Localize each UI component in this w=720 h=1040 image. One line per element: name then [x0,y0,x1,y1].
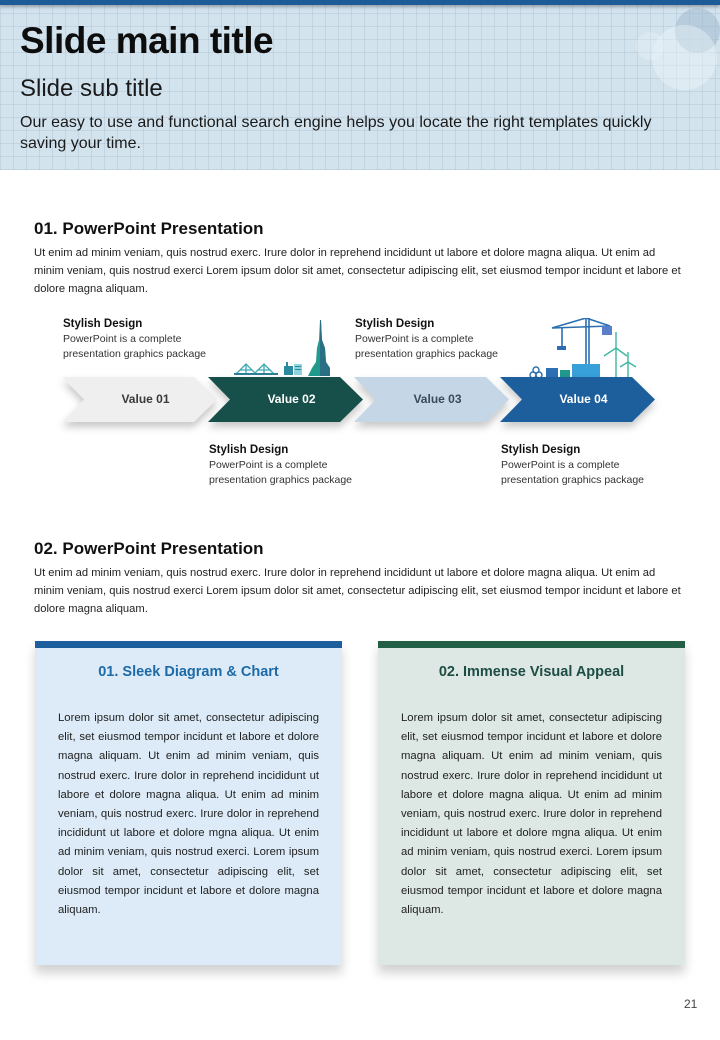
caption-title: Stylish Design [63,318,143,330]
step-label: Value 04 [559,392,608,406]
slide-header [0,0,720,170]
step-label: Value 01 [121,392,170,406]
intro-text: Our easy to use and functional search engine helps you locate the right templates quickly saving your time. [20,114,652,152]
section-1-body: Ut enim ad minim veniam, quis nostrud exerc. Irure dolor in reprehend incididunt ut labore et dolore magna aliqua. Ut enim ad minim veniam, quis nostrud exerci Lorem ipsum dolor sit amet, consectetur adipiscing elit, set eiusmod tempor incidunt et labore et dolore magna aliquam. [34,247,681,295]
caption-description: PowerPoint is a complete presentation graphics package [209,459,353,486]
caption-description: PowerPoint is a complete presentation graphics package [63,333,207,360]
decorative-circle [652,25,717,90]
process-step-1 [62,377,217,422]
caption-description: PowerPoint is a complete presentation graphics package [355,333,499,360]
card-title: 01. Sleek Diagram & Chart [98,664,279,680]
decorative-circle [636,32,664,60]
caption-title: Stylish Design [209,444,289,456]
card-body: Lorem ipsum dolor sit amet, consectetur adipiscing elit, set eiusmod tempor incidunt et labore et dolore magna aliquam. Ut enim ad minim veniam, quis nostrud exerc. Irure dolor in reprehend incididunt ut labore et dolore magna aliqua. Ut enim ad minim veniam, quis nostrud exerc. Irure dolor in reprehend incididunt ut labore et dolore mgna aliqua. Ut enim ad minim veniam, quis nostrud exerci. Lorem ipsum dolor sit amet, consectetur adipiscing elit, set eiusmod tempor incidunt et labore et dolore magna aliquam. [401,712,662,917]
card-accent-bar [35,641,342,648]
caption-description: PowerPoint is a complete presentation graphics package [501,459,645,486]
header-accent-bar [0,0,720,5]
card-accent-bar [378,641,685,648]
card-title: 02. Immense Visual Appeal [438,664,625,680]
step-label: Value 03 [413,392,462,406]
step-2-caption [209,442,379,487]
step-4-caption [501,442,671,487]
page-title: Slide main title [20,20,274,61]
page-number: 21 [684,997,698,1011]
step-label: Value 02 [267,392,316,406]
page-subtitle: Slide sub title [20,75,163,102]
city-skyline-icon [232,318,332,378]
card-body: Lorem ipsum dolor sit amet, consectetur adipiscing elit, set eiusmod tempor incidunt et labore et dolore magna aliquam. Ut enim ad minim veniam, quis nostrud exerc. Irure dolor in reprehend incididunt ut labore et dolore magna aliqua. Ut enim ad minim veniam, quis nostrud exerc. Irure dolor in reprehend incididunt ut labore et dolore mgna aliqua. Ut enim ad minim veniam, quis nostrud exerci. Lorem ipsum dolor sit amet, consectetur adipiscing elit, set eiusmod tempor incidunt et labore et dolore magna aliquam. [58,712,319,917]
caption-title: Stylish Design [501,444,581,456]
step-3-caption [355,316,525,361]
caption-title: Stylish Design [355,318,435,330]
step-1-caption [63,316,233,361]
process-step-2 [208,377,363,422]
section-1-title: 01. PowerPoint Presentation [34,219,264,238]
process-step-4 [500,377,655,422]
feature-card-1 [35,641,342,965]
feature-card-2 [378,641,685,965]
industry-crane-icon [528,318,638,378]
section-2-body: Ut enim ad minim veniam, quis nostrud exerc. Irure dolor in reprehend incididunt ut labore et dolore magna aliqua. Ut enim ad minim veniam, quis nostrud exerci Lorem ipsum dolor sit amet, consectetur adipiscing elit, set eiusmod tempor incidunt et labore et dolore magna aliquam. [34,567,681,615]
process-step-3 [354,377,509,422]
section-2-title: 02. PowerPoint Presentation [34,539,264,558]
